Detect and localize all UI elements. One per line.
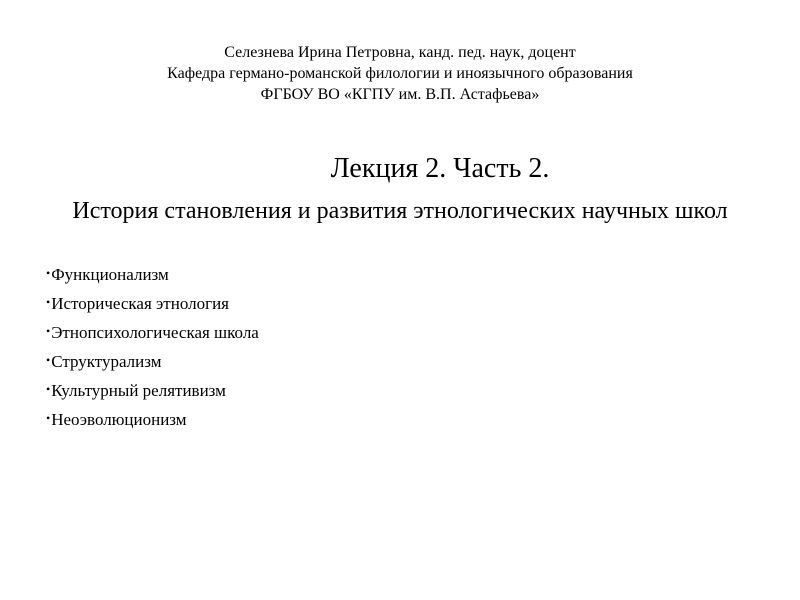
author-name: Селезнева Ирина Петровна, канд. пед. наук, доцент (224, 44, 576, 61)
list-item (46, 291, 259, 320)
topic-label: Неоэволюционизм (51, 410, 187, 429)
topic-label: Структурализм (51, 352, 162, 371)
topic-label: Этнопсихологическая школа (51, 323, 259, 342)
list-item (46, 349, 259, 378)
bullet-icon: • (46, 353, 51, 367)
bullet-icon: • (46, 382, 51, 396)
topic-label: Историческая этнология (51, 294, 229, 313)
list-item (46, 262, 259, 291)
lecture-subtitle: История становления и развития этнологических научных школ (72, 198, 728, 224)
topic-list (46, 262, 259, 436)
topic-label: Культурный релятивизм (51, 381, 226, 400)
bullet-icon: • (46, 266, 51, 280)
bullet-icon: • (46, 295, 51, 309)
list-item (46, 407, 259, 436)
bullet-icon: • (46, 411, 51, 425)
bullet-icon: • (46, 324, 51, 338)
lecture-title: Лекция 2. Часть 2. (330, 153, 550, 184)
list-item (46, 378, 259, 407)
institution-name: ФГБОУ ВО «КГПУ им. В.П. Астафьева» (260, 86, 540, 103)
list-item (46, 320, 259, 349)
author-info (0, 42, 800, 105)
topic-label: Функционализм (51, 265, 169, 284)
department-name: Кафедра германо-романской филологии и иноязычного образования (167, 65, 633, 82)
